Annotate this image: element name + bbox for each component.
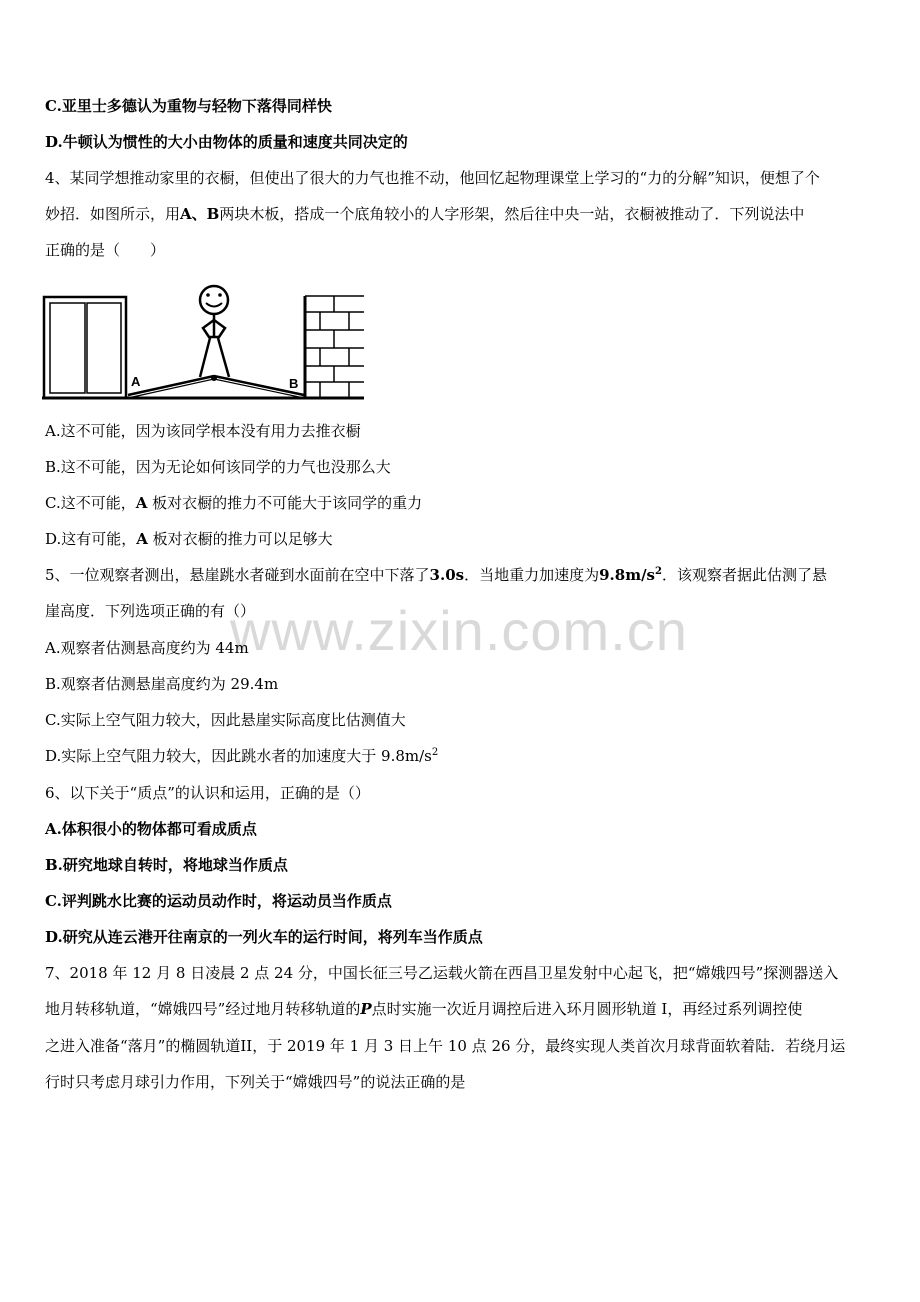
- q4-stem-line-1: 4、某同学想推动家里的衣橱，但使出了很大的力气也推不动，他回忆起物理课堂上学习的“力的分解”知识，便想了个: [45, 169, 820, 187]
- q7-line-2: [45, 998, 802, 1020]
- q5-option-d-exponent: 2: [431, 747, 439, 758]
- q5-option-d: [45, 745, 438, 767]
- q5-option-c: C.实际上空气阻力较大，因此悬崖实际高度比估测值大: [45, 711, 406, 729]
- q3-option-d: D.牛顿认为惯性的大小由物体的质量和速度共同决定的: [45, 133, 408, 151]
- q5-stem-text-3: ．该观察者据此估测了悬: [661, 566, 827, 584]
- q6-option-a: A.体积很小的物体都可看成质点: [45, 820, 257, 838]
- q4-option-b: B.这不可能，因为无论如何该同学的力气也没那么大: [45, 458, 391, 476]
- q7-line-1: 7、2018 年 12 月 8 日凌晨 2 点 24 分，中国长征三号乙运载火箭在西昌卫星发射中心起飞，把“嫦娥四号”探测器送入: [45, 964, 839, 982]
- q4-option-d-bold: A: [136, 530, 148, 548]
- q4-option-c: [45, 492, 422, 514]
- watermark: www.zixin.com.cn: [230, 599, 688, 662]
- q7-line-4: 行时只考虑月球引力作用，下列关于“嫦娥四号”的说法正确的是: [45, 1073, 466, 1091]
- q6-stem: 6、以下关于“质点”的认识和运用，正确的是（）: [45, 784, 370, 802]
- q5-option-a: A.观察者估测悬高度约为 44m: [45, 639, 249, 657]
- wardrobe-door-right: [87, 303, 121, 393]
- q4-option-d-text-2: 板对衣橱的推力可以足够大: [147, 530, 333, 548]
- student-figure: [200, 286, 229, 377]
- q5-time: 3.0s: [429, 566, 465, 584]
- q5-gravity: [599, 566, 662, 584]
- q6-option-c: C.评判跳水比赛的运动员动作时，将运动员当作质点: [45, 892, 392, 910]
- q5-gravity-exponent: 2: [655, 566, 662, 577]
- q7-line-3: 之进入准备“落月”的椭圆轨道II，于 2019 年 1 月 3 日上午 10 点 26 分，最终实现人类首次月球背面软着陆．若绕月运: [45, 1037, 846, 1055]
- q4-option-d-text: D.这有可能，: [45, 530, 137, 548]
- board-label-b: B: [289, 376, 299, 391]
- q4-option-c-text: C.这不可能，: [45, 494, 136, 512]
- q7-line-2-text-2: 点时实施一次近月调控后进入环月圆形轨道 I，再经过系列调控使: [371, 1000, 803, 1018]
- q5-stem-line-2: 崖高度．下列选项正确的有（）: [45, 602, 256, 620]
- q5-option-b: B.观察者估测悬崖高度约为 29.4m: [45, 675, 279, 693]
- brick-wall: [305, 296, 364, 398]
- q4-stem-text: 两块木板，搭成一个底角较小的人字形架，然后往中央一站，衣橱被推动了．下列说法中: [219, 205, 805, 223]
- wardrobe-board-figure: [42, 282, 367, 404]
- q4-stem-line-3: 正确的是（ ）: [45, 241, 166, 259]
- q4-stem-line-2: [45, 203, 804, 225]
- q5-stem-text: 5、一位观察者测出，悬崖跳水者碰到水面前在空中下落了: [45, 566, 430, 584]
- q3-option-c: C.亚里士多德认为重物与轻物下落得同样快: [45, 97, 332, 115]
- q6-option-d: D.研究从连云港开往南京的一列火车的运行时间，将列车当作质点: [45, 928, 483, 946]
- q7-line-2-text: 地月转移轨道，“嫦娥四号”经过地月转移轨道的: [45, 1000, 361, 1018]
- q5-stem-line-1: [45, 564, 827, 586]
- q4-stem-text: 妙招．如图所示，用: [45, 205, 181, 223]
- q4-board-labels: A、B: [180, 205, 220, 223]
- wardrobe-door-left: [50, 303, 85, 393]
- q5-gravity-value: 9.8m/s: [599, 566, 656, 584]
- board-joint: [211, 375, 217, 381]
- q4-option-d: [45, 528, 333, 550]
- q4-option-c-bold: A: [135, 494, 148, 512]
- board-label-a: A: [131, 374, 141, 389]
- board-a: [128, 376, 214, 395]
- q4-option-a: A.这不可能，因为该同学根本没有用力去推衣橱: [45, 422, 361, 440]
- q5-stem-text-2: ．当地重力加速度为: [464, 566, 600, 584]
- q4-option-c-text-2: 板对衣橱的推力不可能大于该同学的重力: [147, 494, 423, 512]
- q7-point-p: P: [360, 1000, 372, 1018]
- q6-option-b: B.研究地球自转时，将地球当作质点: [45, 856, 288, 874]
- q5-option-d-text: D.实际上空气阻力较大，因此跳水者的加速度大于 9.8m/s: [45, 747, 432, 765]
